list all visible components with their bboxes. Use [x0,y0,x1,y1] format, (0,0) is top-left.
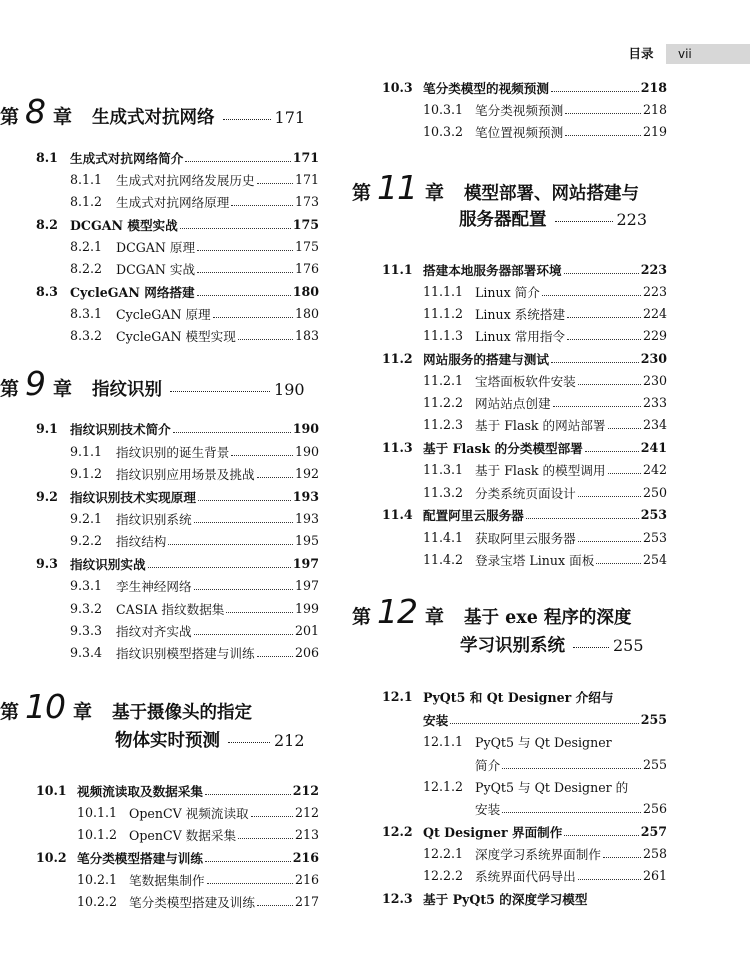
toc-entry-9-1-1[interactable] [70,441,319,461]
entry-page: 176 [294,260,319,276]
entry-page: 201 [294,622,319,638]
leader-dots [565,135,641,136]
leader-dots [578,541,641,542]
entry-page: 190 [292,420,319,436]
chapter-title-line2: 服务器配置 [459,210,547,230]
leader-dots [213,317,293,318]
leader-dots [205,794,291,795]
chapter-title-line1: 基于摄像头的指定 [112,703,253,723]
chapter-12-heading-line2[interactable] [460,632,644,657]
entry-title: 笔位置视频预测 [475,124,564,140]
entry-title-line2: 安装 [475,801,501,817]
toc-entry-12-1-cont[interactable] [423,709,667,729]
leader-dots [603,857,641,858]
leader-dots [555,221,613,222]
entry-page: 219 [642,123,667,139]
entry-page: 212 [292,782,319,798]
entry-page: 223 [640,261,667,277]
entry-title: 系统界面代码导出 [475,868,576,884]
entry-title: 孪生神经网络 [116,578,192,594]
entry-number: 11.1 [382,261,413,277]
leader-dots [551,362,639,363]
entry-number: 10.1 [36,782,67,798]
entry-title: 网站站点创建 [475,395,551,411]
entry-number: 8.1.1 [70,171,103,187]
toc-entry-12-2[interactable] [382,821,667,841]
toc-entry-9-2[interactable] [36,486,319,506]
leader-dots [197,272,293,273]
entry-number: 11.1.3 [423,327,464,343]
entry-number: 11.1.1 [423,283,464,299]
entry-number: 8.3 [36,283,58,299]
entry-page: 229 [642,327,667,343]
entry-number: 11.4.2 [423,551,464,567]
entry-number: 12.2 [382,823,413,839]
leader-dots [608,428,641,429]
entry-page: 254 [642,551,667,567]
chapter-title: 生成式对抗网络 [92,108,215,128]
entry-number: 10.2.2 [77,893,118,909]
leader-dots [257,905,293,906]
entry-page: 171 [294,171,319,187]
leader-dots [197,295,291,296]
entry-page: 183 [294,327,319,343]
entry-page: 213 [294,826,319,842]
leader-dots [578,879,641,880]
chapter-suffix: 章 [73,701,93,723]
toc-entry-10-3[interactable] [382,77,667,97]
chapter-prefix: 第 [0,701,20,723]
toc-entry-8-2-1[interactable] [70,236,319,256]
toc-entry-10-2-2[interactable] [77,891,319,911]
chapter-title: 指纹识别 [92,380,163,400]
entry-number: 11.3.1 [423,461,464,477]
entry-title-line1: PyQt5 与 Qt Designer [475,734,612,750]
entry-number: 12.1.1 [423,733,464,749]
toc-entry-11-1-3[interactable] [423,325,667,345]
leader-dots [585,451,639,452]
entry-title: 网站服务的搭建与测试 [423,351,549,367]
chapter-12-heading[interactable] [352,592,631,631]
toc-entry-9-3-2[interactable] [70,598,319,618]
entry-number: 10.1.2 [77,826,118,842]
entry-number: 8.1 [36,149,58,165]
entry-page: 253 [642,529,667,545]
running-header-page-number: vii [678,47,692,61]
leader-dots [596,563,641,564]
leader-dots [502,768,641,769]
toc-entry-11-2-2[interactable] [423,392,667,412]
entry-title: 笔分类视频预测 [475,102,564,118]
entry-page: 206 [294,644,319,660]
chapter-10-heading[interactable] [0,687,252,726]
entry-number: 9.3.2 [70,600,103,616]
entry-number: 10.3.2 [423,123,464,139]
entry-page: 197 [294,577,319,593]
entry-title: 生成式对抗网络发展历史 [116,172,255,188]
entry-title: 笔数据集制作 [129,872,205,888]
toc-entry-12-1-1[interactable] [423,731,667,751]
entry-title: OpenCV 数据采集 [129,827,237,843]
leader-dots [573,647,609,648]
entry-page: 216 [292,849,319,865]
chapter-prefix: 第 [0,106,20,128]
toc-entry-9-1[interactable] [36,418,319,438]
leader-dots [450,723,639,724]
leader-dots [565,113,641,114]
leader-dots [205,861,291,862]
toc-entry-11-4[interactable] [382,504,667,524]
entry-page: 218 [642,101,667,117]
entry-title: 生成式对抗网络原理 [116,194,230,210]
entry-number: 11.1.2 [423,305,464,321]
leader-dots [578,384,641,385]
entry-page: 230 [642,372,667,388]
leader-dots [194,589,293,590]
entry-number: 8.2 [36,216,58,232]
toc-entry-10-2-1[interactable] [77,869,319,889]
toc-entry-11-2-3[interactable] [423,414,667,434]
entry-title: 指纹识别系统 [116,511,192,527]
entry-number: 11.3.2 [423,484,464,500]
entry-number: 8.1.2 [70,193,103,209]
toc-entry-8-2-2[interactable] [70,258,319,278]
entry-page: 233 [642,394,667,410]
chapter-10-heading-line2[interactable] [115,727,305,752]
entry-page: 216 [294,871,319,887]
entry-title-line1: PyQt5 和 Qt Designer 介绍与 [423,689,614,705]
toc-entry-10-1-1[interactable] [77,802,319,822]
toc-entry-11-3-2[interactable] [423,482,667,502]
entry-number: 10.3.1 [423,101,464,117]
chapter-suffix: 章 [425,182,445,204]
toc-entry-10-2[interactable] [36,847,319,867]
toc-entry-11-1[interactable] [382,259,667,279]
entry-number: 10.2.1 [77,871,118,887]
entry-page: 255 [640,711,667,727]
chapter-11-heading-line2[interactable] [459,206,647,231]
leader-dots [226,612,293,613]
toc-entry-8-3-1[interactable] [70,303,319,323]
entry-page: 192 [294,465,319,481]
entry-page: 253 [640,506,667,522]
entry-title: DCGAN 原理 [116,239,196,255]
leader-dots [564,835,638,836]
chapter-title-line2: 学习识别系统 [460,636,565,656]
leader-dots [231,205,293,206]
entry-page: 255 [642,756,667,772]
entry-page: 197 [292,555,319,571]
leader-dots [542,295,641,296]
leader-dots [564,273,639,274]
entry-title: 基于 Flask 的网站部署 [475,417,606,433]
leader-dots [551,91,639,92]
entry-number: 11.2 [382,350,413,366]
leader-dots [251,816,293,817]
entry-page: 224 [642,305,667,321]
entry-title: 获取阿里云服务器 [475,530,576,546]
toc-entry-8-1-1[interactable] [70,169,319,189]
leader-dots [567,339,641,340]
entry-number: 9.3 [36,555,58,571]
entry-title: 指纹对齐实战 [116,623,192,639]
chapter-title-line2: 物体实时预测 [115,731,220,751]
entry-number: 9.3.1 [70,577,103,593]
toc-entry-10-3-2[interactable] [423,121,667,141]
leader-dots [173,432,291,433]
entry-title-line1: PyQt5 与 Qt Designer 的 [475,779,629,795]
leader-dots [231,455,293,456]
toc-entry-11-3[interactable] [382,437,667,457]
leader-dots [198,500,291,501]
entry-page: 190 [294,443,319,459]
entry-number: 9.3.3 [70,622,103,638]
leader-dots [238,339,293,340]
entry-number: 10.3 [382,79,413,95]
toc-entry-9-2-1[interactable] [70,508,319,528]
leader-dots [170,391,270,392]
entry-title: 指纹识别技术实现原理 [70,489,196,505]
entry-number: 9.2.2 [70,532,103,548]
entry-title: 基于 Flask 的模型调用 [475,462,606,478]
chapter-11-heading[interactable] [352,168,639,207]
entry-page: 175 [294,238,319,254]
entry-title: 基于 Flask 的分类模型部署 [423,440,583,456]
entry-number: 10.2 [36,849,67,865]
entry-title: 指纹识别技术简介 [70,421,171,437]
leader-dots [608,473,641,474]
chapter-suffix: 章 [425,606,445,628]
entry-page: 230 [640,350,667,366]
chapter-number: 11 [377,168,418,207]
toc-entry-11-2[interactable] [382,348,667,368]
entry-title: 指纹结构 [116,533,167,549]
toc-entry-11-2-1[interactable] [423,370,667,390]
chapter-number: 9 [25,364,46,403]
entry-title: 视频流读取及数据采集 [77,783,203,799]
entry-page: 257 [640,823,667,839]
entry-number: 11.2.2 [423,394,464,410]
chapter-suffix: 章 [53,106,73,128]
entry-page: 234 [642,416,667,432]
entry-title: 生成式对抗网络简介 [70,150,184,166]
entry-page: 171 [292,149,319,165]
leader-dots [553,406,641,407]
leader-dots [578,496,641,497]
entry-title: 指纹识别的诞生背景 [116,444,230,460]
toc-entry-9-3-1[interactable] [70,575,319,595]
entry-title: Linux 简介 [475,284,540,300]
entry-page: 175 [292,216,319,232]
entry-title-line2: 安装 [423,712,449,728]
entry-page: 199 [294,600,319,616]
entry-number: 8.3.2 [70,327,103,343]
entry-title: DCGAN 实战 [116,261,196,277]
entry-title: CycleGAN 原理 [116,306,211,322]
toc-entry-11-4-1[interactable] [423,527,667,547]
entry-number: 9.1.2 [70,465,103,481]
entry-page: 173 [294,193,319,209]
entry-title: 基于 PyQt5 的深度学习模型 [423,891,588,907]
toc-entry-10-3-1[interactable] [423,99,667,119]
leader-dots [257,183,293,184]
entry-number: 12.1.2 [423,778,464,794]
toc-entry-11-3-1[interactable] [423,459,667,479]
entry-title: Linux 常用指令 [475,328,566,344]
entry-page: 250 [642,484,667,500]
entry-title: 笔分类模型搭建与训练 [77,850,203,866]
entry-page: 193 [292,488,319,504]
entry-number: 12.1 [382,688,413,704]
entry-title: CycleGAN 模型实现 [116,328,236,344]
entry-page: 193 [294,510,319,526]
toc-entry-12-3[interactable] [382,888,667,908]
toc-entry-12-1-2-cont[interactable] [475,798,667,818]
entry-number: 11.4.1 [423,529,464,545]
entry-title: OpenCV 视频流读取 [129,805,249,821]
toc-entry-12-1[interactable] [382,686,667,706]
toc-entry-12-1-1-cont[interactable] [475,754,667,774]
entry-number: 9.3.4 [70,644,103,660]
leader-dots [168,544,293,545]
entry-page: 217 [294,893,319,909]
toc-entry-8-1[interactable] [36,147,319,167]
toc-entry-12-2-2[interactable] [423,865,667,885]
leader-dots [148,567,291,568]
leader-dots [567,317,641,318]
entry-number: 12.2.1 [423,845,464,861]
leader-dots [194,522,293,523]
entry-number: 8.2.2 [70,260,103,276]
chapter-8-heading[interactable] [0,92,305,131]
toc-entry-9-2-2[interactable] [70,530,319,550]
entry-number: 9.1.1 [70,443,103,459]
entry-title: Qt Designer 界面制作 [423,824,563,840]
leader-dots [257,477,293,478]
leader-dots [238,838,293,839]
toc-entry-12-2-1[interactable] [423,843,667,863]
entry-page: 218 [640,79,667,95]
entry-page: 258 [642,845,667,861]
leader-dots [197,250,293,251]
entry-title: CycleGAN 网络搭建 [70,284,195,300]
toc-entry-8-3[interactable] [36,281,319,301]
chapter-number: 10 [25,687,66,726]
entry-page: 180 [294,305,319,321]
running-header-title: 目录 [628,46,654,61]
chapter-prefix: 第 [352,606,372,628]
entry-page: 241 [640,439,667,455]
chapter-title-line1: 模型部署、网站搭建与 [464,184,640,204]
toc-entry-9-3[interactable] [36,553,319,573]
toc-entry-9-3-4[interactable] [70,642,319,662]
entry-page: 242 [642,461,667,477]
entry-title: 宝塔面板软件安装 [475,373,576,389]
toc-entry-11-1-2[interactable] [423,303,667,323]
entry-title: 搭建本地服务器部署环境 [423,262,562,278]
entry-number: 11.2.3 [423,416,464,432]
leader-dots [228,742,270,743]
chapter-prefix: 第 [0,378,20,400]
leader-dots [180,228,291,229]
entry-number: 9.2.1 [70,510,103,526]
leader-dots [223,119,271,120]
entry-title: Linux 系统搭建 [475,306,566,322]
entry-page: 261 [642,867,667,883]
toc-entry-11-4-2[interactable] [423,549,667,569]
entry-title: 分类系统页面设计 [475,485,576,501]
entry-number: 11.3 [382,439,413,455]
entry-title-line2: 简介 [475,757,501,773]
leader-dots [185,161,290,162]
entry-number: 11.4 [382,506,413,522]
toc-entry-8-2[interactable] [36,214,319,234]
leader-dots [207,883,293,884]
entry-number: 9.2 [36,488,58,504]
chapter-page: 255 [613,636,644,655]
entry-page: 212 [294,804,319,820]
entry-number: 12.2.2 [423,867,464,883]
leader-dots [257,656,293,657]
toc-entry-10-1[interactable] [36,780,319,800]
chapter-title-line1: 基于 exe 程序的深度 [464,608,632,628]
entry-title: DCGAN 模型实战 [70,217,178,233]
entry-title: 指纹识别实战 [70,556,146,572]
entry-page: 180 [292,283,319,299]
toc-entry-11-1-1[interactable] [423,281,667,301]
chapter-number: 12 [377,592,418,631]
entry-number: 11.2.1 [423,372,464,388]
toc-entry-9-1-2[interactable] [70,463,319,483]
toc-entry-8-3-2[interactable] [70,325,319,345]
chapter-page: 190 [274,380,305,399]
entry-page: 223 [642,283,667,299]
entry-title: 指纹识别应用场景及挑战 [116,466,255,482]
entry-title: 深度学习系统界面制作 [475,846,601,862]
toc-entry-8-1-2[interactable] [70,191,319,211]
chapter-page: 223 [616,210,648,229]
toc-entry-9-3-3[interactable] [70,620,319,640]
leader-dots [194,634,293,635]
entry-number: 10.1.1 [77,804,118,820]
chapter-prefix: 第 [352,182,372,204]
leader-dots [526,518,639,519]
chapter-page: 212 [274,731,305,750]
toc-entry-10-1-2[interactable] [77,824,319,844]
leader-dots [502,812,641,813]
entry-title: 指纹识别模型搭建与训练 [116,645,255,661]
entry-title: 配置阿里云服务器 [423,507,524,523]
entry-number: 8.3.1 [70,305,103,321]
chapter-page: 171 [274,108,306,127]
entry-title: 登录宝塔 Linux 面板 [475,552,595,568]
entry-page: 195 [294,532,319,548]
entry-title: 笔分类模型搭建及训练 [129,894,255,910]
entry-title: CASIA 指纹数据集 [116,601,225,617]
chapter-suffix: 章 [53,378,73,400]
entry-number: 12.3 [382,890,413,906]
toc-entry-12-1-2[interactable] [423,776,667,796]
chapter-9-heading[interactable] [0,364,305,403]
chapter-number: 8 [25,92,46,131]
entry-number: 9.1 [36,420,58,436]
entry-page: 256 [642,800,667,816]
entry-title: 笔分类模型的视频预测 [423,80,549,96]
entry-number: 8.2.1 [70,238,103,254]
